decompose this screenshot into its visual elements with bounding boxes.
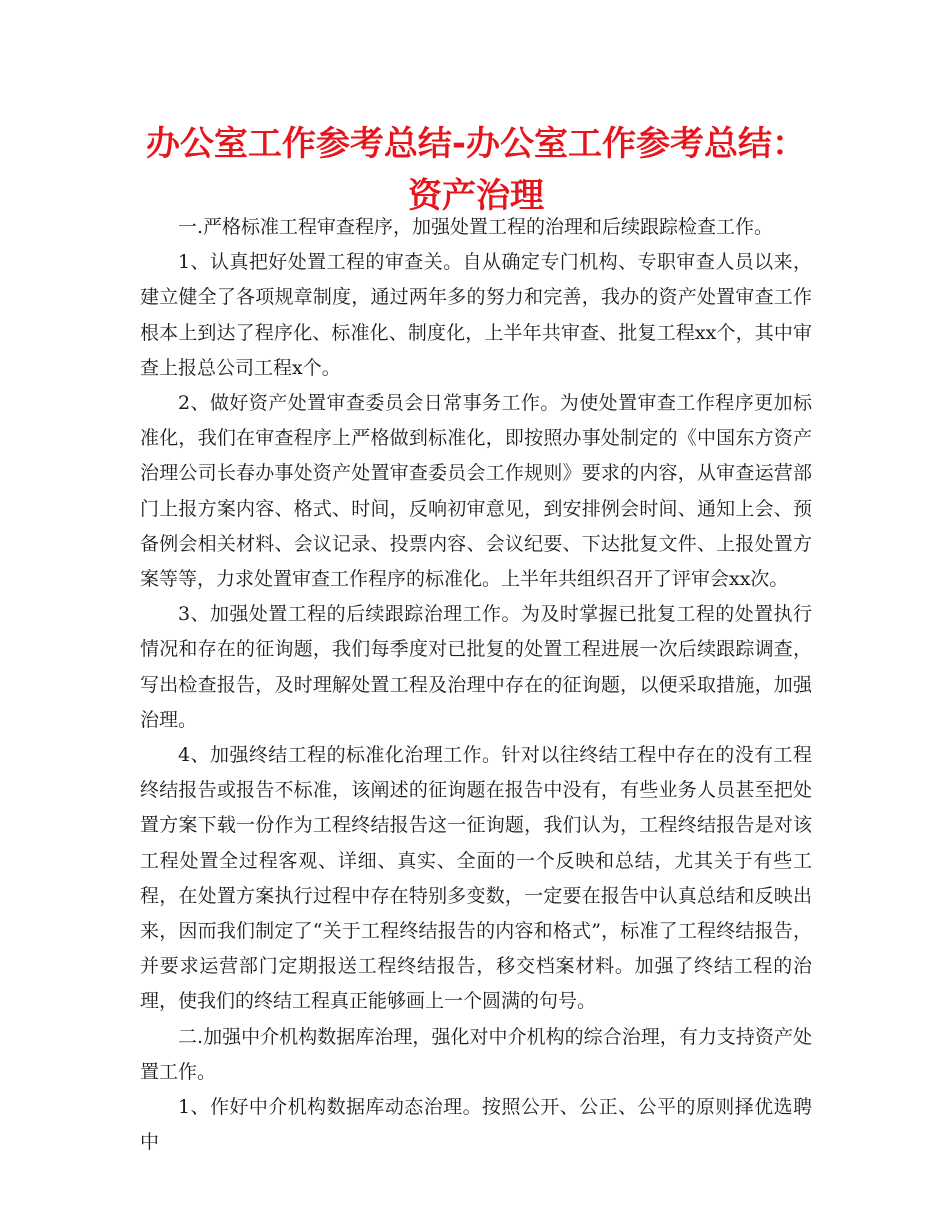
paragraph-item-2: 2、做好资产处置审查委员会日常事务工作。为使处置审查工作程序更加标准化，我们在审查程序上严格做到标准化，即按照办事处制定的《中国东方资产治理公司长春办事处资产处置审查委员会工作规则》要求的内容，从审查运营部门上报方案内容、格式、时间，反响初审意见，到安排例会时间、通知上会、预备例会相关材料、会议记录、投票内容、会议纪要、下达批复文件、上报处置方案等等，力求处置审查工作程序的标准化。上半年共组织召开了评审会xx次。: [140, 392, 812, 591]
paragraph-item-1: 1、认真把好处置工程的审查关。自从确定专门机构、专职审查人员以来，建立健全了各项规章制度，通过两年多的努力和完善，我办的资产处置审查工作根本上到达了程序化、标准化、制度化，上半年共审查、批复工程xx个，其中审查上报总公司工程x个。: [140, 251, 812, 379]
paragraph-section-two-item-1: 1、作好中介机构数据库动态治理。按照公开、公正、公平的原则择优选聘中: [140, 1096, 812, 1154]
paragraph-section-two-heading: 二.加强中介机构数据库治理，强化对中介机构的综合治理，有力支持资产处置工作。: [140, 1025, 812, 1083]
document-title: 办公室工作参考总结-办公室工作参考总结：资产治理: [145, 124, 807, 216]
paragraph-section-one-heading: 一.严格标准工程审查程序，加强处置工程的治理和后续跟踪检查工作。: [178, 216, 774, 238]
paragraph-item-3: 3、加强处置工程的后续跟踪治理工作。为及时掌握已批复工程的处置执行情况和存在的征询题，我们每季度对已批复的处置工程进展一次后续跟踪调查，写出检查报告，及时理解处置工程及治理中存在的征询题，以便采取措施，加强治理。: [140, 603, 812, 731]
paragraph-item-4: 4、加强终结工程的标准化治理工作。针对以往终结工程中存在的没有工程终结报告或报告不标准，该阐述的征询题在报告中没有，有些业务人员甚至把处置方案下载一份作为工程终结报告这一征询题，我们认为，工程终结报告是对该工程处置全过程客观、详细、真实、全面的一个反映和总结，尤其关于有些工程，在处置方案执行过程中存在特别多变数，一定要在报告中认真总结和反映出来，因而我们制定了“关于工程终结报告的内容和格式”，标准了工程终结报告，并要求运营部门定期报送工程终结报告，移交档案材料。加强了终结工程的治理，使我们的终结工程真正能够画上一个圆满的句号。: [140, 744, 812, 1013]
document-body: [140, 210, 812, 1160]
